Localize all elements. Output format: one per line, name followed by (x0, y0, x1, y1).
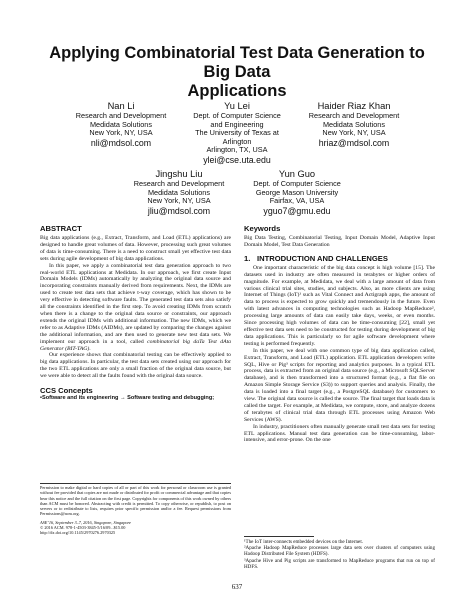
abstract-paragraph-1: Big data applications (e.g., Extract, Transform, and Load (ETL) applications) are designed to handle great volumes of data. However, processing such great volumes of data is time-consuming. There is a need to construct small yet effective test data sets during agile development of big data applications. (40, 235, 231, 262)
abstract-paragraph-3: Our experience shows that combinatorial testing can be effectively applied to big data applications. In particular, the test data sets created using our approach for the two ETL applications are only a small fraction of the original data source, but we were able to detect all the faults found with the original data source. (40, 352, 231, 380)
intro-paragraph-3: In industry, practitioners often manually generate small test data sets for testing ETL applications. Manual test data generation can be time-consuming, labor-intensive, and error-prone. On the one (244, 423, 435, 444)
abstract-paragraph-2-text: In this paper, we apply a combinatorial test data generation approach to two real-world ETL applications at Medidata. In our approach, we first create Input Domain Models (IDMs) automatically by analyzing the original data source and incorporating constraints manually derived from requirements. Next, the IDMs are used to create test data sets that achieve t-way coverage, which has shown to be very effective in detecting software faults. The generated test data sets also satisfy all the constraints identified in the first step. To avoid creating IDMs from scratch when there is a change to the original data source or constraints, our approach extends the original IDMs with additional information. The new IDMs, which we refer to as Adaptive IDMs (AIDMs), are updated by comparing the changes against the additional information, and are then used to generate new test data sets. We implement our approach in a tool, called (40, 262, 231, 345)
author-affiliation-line: Research and Development (75, 111, 167, 120)
copyright-line: © 2016 ACM. 978-1-4503-3845-5/16/09...$15.00 (40, 525, 126, 531)
venue-conference: ASE’16, September 3–7, 2016, Singapore, Singapore (40, 519, 131, 525)
ccs-concepts: •Software and its engineering → Software testing and debugging; (40, 395, 215, 402)
abstract-paragraph-2 (40, 263, 231, 353)
author-affiliation-line: Arlington (222, 136, 252, 146)
author-affiliation-line: New York, NY, USA (89, 128, 153, 138)
author-affiliation-line: Research and Development (133, 179, 225, 188)
section-title: INTRODUCTION AND CHALLENGES (257, 253, 388, 263)
author-name: Nan Li (107, 101, 135, 111)
author-affiliation-line: New York, NY, USA (147, 196, 211, 206)
author-affiliation-line: Fairfax, VA, USA (269, 196, 325, 206)
footnote-2: ²Apache Hadoop MapReduce processes large data sets over clusters of computers using Hadoop Distributed File System (HDFS). (244, 545, 435, 558)
author-affiliation-line: George Mason University (255, 187, 339, 197)
author-affiliation-line: Dept. of Computer Science (253, 179, 341, 188)
intro-paragraph-1: One important characteristic of the big data concept is high volume [15]. The datasets used in industry are often measured in terabytes or higher orders of magnitude. For example, at Medidata, we deal with a large amount of data from various clinical trial sites, studies, and subjects. Also, as more clients are using Internet of Things (IoT)¹ such as Vital Connect and Actigraph apps, the amount of data to process is expected to grow quickly and tremendously in the future. Even with latest advances in computing technologies such as Hadoop MapReduce², processing large amounts of data can easily take days, weeks, or even months. Since processing high volumes of data can be time-consuming [22], small yet effective test data sets need to be constructed for testing during development of big data applications. This is particularly so for agile software development where testing is performed frequently. (244, 264, 435, 347)
author-email: yguo7@gmu.edu (263, 205, 331, 216)
paper-title (40, 44, 434, 101)
author-affiliation-line: New York, NY, USA (322, 128, 386, 138)
author-affiliation-line: The University of Texas at (195, 128, 279, 138)
author-block-5 (222, 169, 372, 216)
author-affiliation-line: Dept. of Computer Science (193, 111, 281, 120)
permission-notice (40, 485, 231, 536)
author-affiliation-line: and Engineering (210, 119, 264, 129)
permission-text: Permission to make digital or hard copies of all or part of this work for personal or classroom use is granted without fee provided that copies are not made or distributed for profit or commercial advantage and that copies bear this notice and the full citation on the first page. Copyrights for components of this work owned by others than ACM must be honored. Abstracting with credit is permitted. To copy otherwise, or republish, to post on servers or to redistribute to lists, requires prior specific permission and/or a fee. Request permissions from Permissions@acm.org. (40, 485, 231, 517)
doi-link[interactable]: http://dx.doi.org/10.1145/2970276.2970325 (40, 530, 116, 536)
keywords-heading: Keywords (244, 224, 281, 233)
author-name: Haider Riaz Khan (317, 101, 391, 111)
footnote-1: ¹The IoT inter-connects embedded devices on the Internet. (244, 539, 364, 545)
page-number: 637 (231, 583, 243, 591)
section-number: 1. (244, 253, 251, 263)
author-email: ylei@cse.uta.edu (203, 154, 271, 165)
author-email: hriaz@mdsol.com (318, 137, 390, 148)
abstract-heading: ABSTRACT (40, 224, 82, 233)
author-affiliation-line: Arlington, TX, USA (206, 145, 268, 155)
title-line-2: Applications (187, 82, 287, 100)
author-name: Yu Lei (224, 101, 250, 111)
author-affiliation-line: Research and Development (308, 111, 400, 120)
author-name: Jingshu Liu (155, 169, 203, 179)
intro-paragraph-2: In this paper, we deal with one common type of big data application called, Extract, Transform, and Load (ETL) application. ETL application developers write SQL, Hive or Pig³ scripts for reporting and analytics purposes. In a typical ETL process, data is extracted from an original data source (e.g., a Microsoft SQLServer database), and is then transformed into a structured format (e.g., a flat file on Amazon Simple Storage Service (S3)) to support queries and analysis. Finally, the data is loaded into a final target (e.g., a PostgreSQL database) for customers to view. The original data source is called the source. The final target that loads data is called the target. For example, at Medidata, we compute, store, and analyze dozens of terabytes of clinical trial data through ETL processes using Amazon Web Services (AWS). (244, 347, 435, 423)
footnote-divider (40, 483, 231, 484)
section-1-heading (244, 254, 435, 263)
left-column (40, 224, 231, 402)
ccs-heading: CCS Concepts (40, 386, 93, 396)
author-block-3 (279, 101, 429, 148)
footnote-divider (244, 536, 314, 537)
abstract-paragraph-2-end: . (89, 345, 91, 352)
author-affiliation-line: Medidata Solutions (322, 119, 386, 129)
title-line-1: Applying Combinatorial Test Data Generation to Big Data (49, 44, 425, 81)
footnotes (244, 539, 435, 570)
author-affiliation-line: Medidata Solutions (147, 187, 211, 197)
author-email: nli@mdsol.com (90, 137, 152, 148)
right-column (244, 224, 435, 444)
keywords-text: Big Data Testing, Combinatorial Testing, Input Domain Model, Adaptive Input Domain Model, Test Data Generation (244, 235, 435, 248)
author-email: jliu@mdsol.com (147, 205, 211, 216)
author-name: Yun Guo (278, 169, 316, 179)
author-affiliation-line: Medidata Solutions (89, 119, 153, 129)
footnote-3: ³Apache Hive and Pig scripts are transformed to MapReduce programs that run on top of HDFS. (244, 557, 435, 570)
tool-name: combinatorial big daTa Test dAta Generator (BIT-TAG) (40, 338, 231, 352)
